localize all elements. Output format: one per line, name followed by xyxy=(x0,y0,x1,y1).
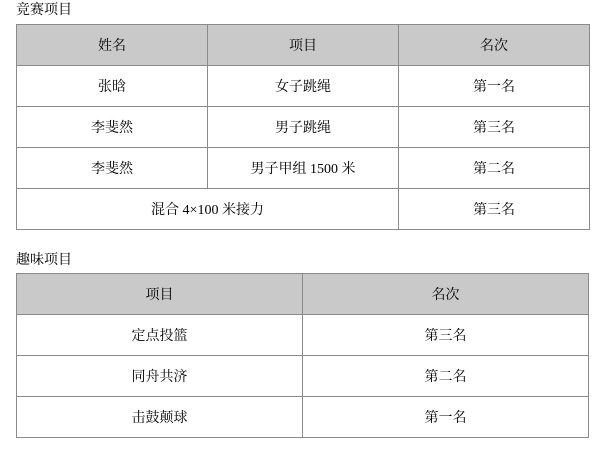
table-header-row xyxy=(17,274,589,315)
cell-event: 击鼓颠球 xyxy=(17,397,303,438)
table-row xyxy=(17,356,589,397)
cell-event: 女子跳绳 xyxy=(208,66,399,107)
column-header-rank: 名次 xyxy=(399,25,590,66)
cell-rank: 第二名 xyxy=(399,148,590,189)
cell-name: 李斐然 xyxy=(17,107,208,148)
cell-event-merged: 混合 4×100 米接力 xyxy=(17,189,399,230)
table-row xyxy=(17,148,590,189)
cell-rank: 第三名 xyxy=(399,107,590,148)
table-header-row xyxy=(17,25,590,66)
column-header-event: 项目 xyxy=(208,25,399,66)
cell-rank: 第二名 xyxy=(303,356,589,397)
column-header-event: 项目 xyxy=(17,274,303,315)
cell-event: 男子跳绳 xyxy=(208,107,399,148)
cell-rank: 第三名 xyxy=(399,189,590,230)
cell-event: 男子甲组 1500 米 xyxy=(208,148,399,189)
fun-results-table xyxy=(16,273,589,438)
cell-name: 李斐然 xyxy=(17,148,208,189)
cell-name: 张晗 xyxy=(17,66,208,107)
table-row xyxy=(17,66,590,107)
competition-results-table xyxy=(16,24,590,230)
cell-event: 同舟共济 xyxy=(17,356,303,397)
table-row xyxy=(17,315,589,356)
cell-event: 定点投篮 xyxy=(17,315,303,356)
cell-rank: 第一名 xyxy=(303,397,589,438)
competition-section-label: 竞赛项目 xyxy=(16,3,72,18)
cell-rank: 第三名 xyxy=(303,315,589,356)
cell-rank: 第一名 xyxy=(399,66,590,107)
table-row xyxy=(17,107,590,148)
table-row xyxy=(17,397,589,438)
fun-section-label: 趣味项目 xyxy=(16,253,72,268)
table-row xyxy=(17,189,590,230)
column-header-name: 姓名 xyxy=(17,25,208,66)
column-header-rank: 名次 xyxy=(303,274,589,315)
